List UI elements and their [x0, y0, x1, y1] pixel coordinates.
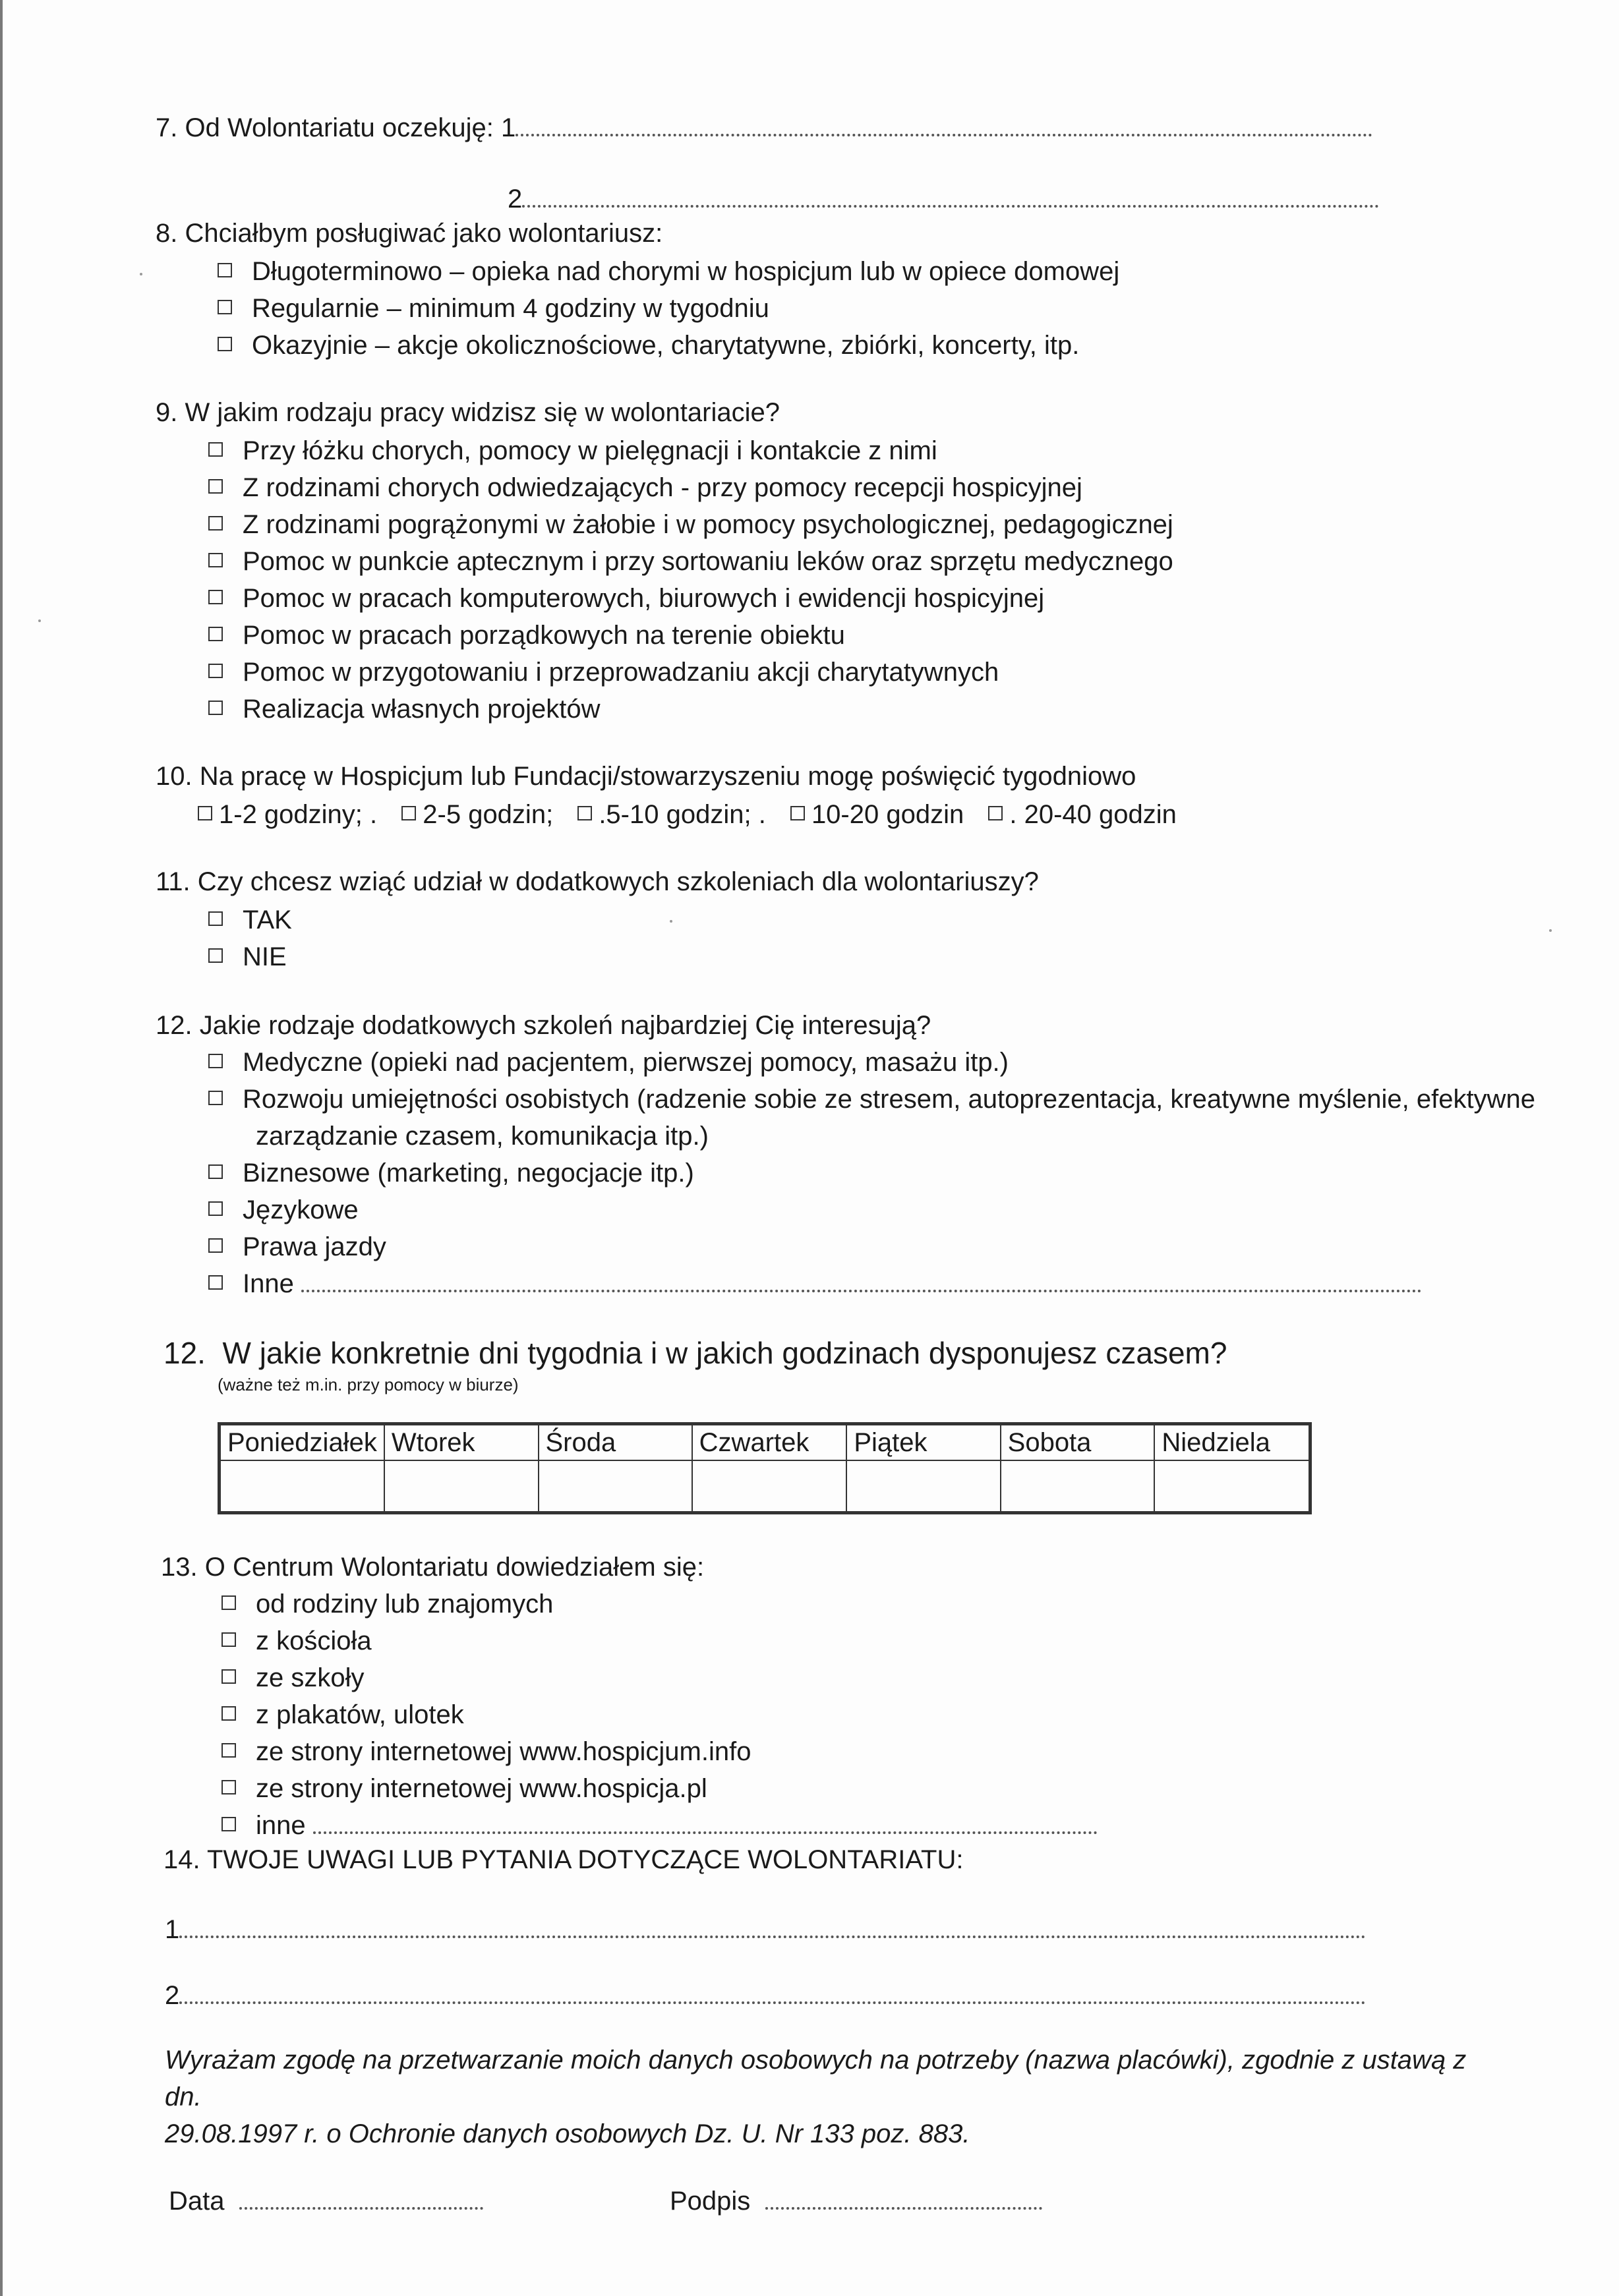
checkbox[interactable] [208, 553, 223, 567]
checkbox[interactable] [221, 1595, 236, 1610]
checkbox[interactable] [208, 948, 223, 963]
checkbox[interactable] [208, 1091, 223, 1105]
checkbox[interactable] [218, 300, 232, 314]
scan-speck [140, 273, 142, 275]
q12a-option[interactable]: Biznesowe (marketing, negocjacje itp.) [208, 1159, 694, 1188]
day-header: Sobota [1001, 1425, 1155, 1460]
scan-edge [0, 0, 3, 2296]
q12a-option[interactable]: Medyczne (opieki nad pacjentem, pierwszej pomocy, masażu itp.) [208, 1048, 1009, 1077]
q9-option[interactable]: Z rodzinami chorych odwiedzających - przy pomocy recepcji hospicyjnej [208, 473, 1082, 503]
q10-option[interactable]: .5-10 godzin; . [577, 800, 766, 830]
q11-option-no[interactable]: NIE [208, 942, 287, 972]
q9-option[interactable]: Pomoc w przygotowaniu i przeprowadzaniu akcji charytatywnych [208, 658, 999, 687]
q12a-option-other[interactable]: Inne [208, 1269, 1422, 1299]
q8-label: 8. Chciałbym posługiwać jako wolontariusz: [156, 219, 663, 248]
day-header: Piątek [846, 1425, 1000, 1460]
checkbox[interactable] [218, 263, 232, 277]
checkbox[interactable] [208, 1201, 223, 1216]
date-field: Data [169, 2187, 483, 2216]
q13-option[interactable]: z plakatów, ulotek [221, 1700, 464, 1730]
q9-option[interactable]: Pomoc w pracach komputerowych, biurowych i ewidencji hospicyjnej [208, 584, 1044, 614]
availability-cell[interactable] [692, 1460, 847, 1512]
q11-option-yes[interactable]: TAK [208, 905, 292, 935]
q9-option[interactable]: Pomoc w pracach porządkowych na terenie obiektu [208, 621, 845, 650]
checkbox[interactable] [221, 1632, 236, 1647]
q7-line2-field[interactable] [522, 201, 1379, 208]
availability-cell[interactable] [220, 1460, 384, 1512]
availability-table [218, 1422, 1312, 1514]
consent-line1: Wyrażam zgodę na przetwarzanie moich danych osobowych na potrzeby (nazwa placówki), zgodnie z ustawą z dn. [165, 2046, 1467, 2111]
q8-option[interactable]: Okazyjnie – akcje okolicznościowe, charytatywne, zbiórki, koncerty, itp. [218, 331, 1079, 360]
q14-label: 14. TWOJE UWAGI LUB PYTANIA DOTYCZĄCE WOLONTARIATU: [163, 1845, 964, 1874]
q11-label: 11. Czy chcesz wziąć udział w dodatkowych szkoleniach dla wolontariuszy? [156, 867, 1039, 896]
checkbox[interactable] [208, 479, 223, 494]
q12b-label: 12. W jakie konkretnie dni tygodnia i w jakich godzinach dysponujesz czasem? [163, 1336, 1227, 1370]
checkbox[interactable] [401, 806, 416, 820]
q13-option[interactable]: ze szkoły [221, 1663, 365, 1693]
checkbox[interactable] [221, 1817, 236, 1831]
q14-line1: 1 [165, 1915, 1366, 1945]
q10-label: 10. Na pracę w Hospicjum lub Fundacji/stowarzyszeniu mogę poświęcić tygodniowo [156, 762, 1136, 791]
checkbox[interactable] [577, 806, 592, 820]
q14-line2-field[interactable] [179, 1997, 1366, 2004]
q7-label-text: 7. Od Wolontariatu oczekuję: [156, 113, 494, 142]
checkbox[interactable] [208, 701, 223, 715]
q7-line2 [508, 185, 1379, 214]
q12a-label: 12. Jakie rodzaje dodatkowych szkoleń najbardziej Cię interesują? [156, 1011, 931, 1040]
q14-line1-field[interactable] [179, 1932, 1366, 1938]
q12a-option-continuation: zarządzanie czasem, komunikacja itp.) [256, 1122, 709, 1151]
checkbox[interactable] [208, 1164, 223, 1179]
day-header: Poniedziałek [220, 1425, 384, 1460]
q13-option[interactable]: ze strony internetowej www.hospicjum.info [221, 1737, 751, 1767]
checkbox[interactable] [790, 806, 805, 820]
q10-option[interactable]: 1-2 godziny; . [198, 800, 377, 830]
q10-option[interactable]: 2-5 godzin; [401, 800, 553, 830]
q12b-note: (ważne też m.in. przy pomocy w biurze) [218, 1375, 519, 1394]
checkbox[interactable] [221, 1780, 236, 1794]
q10-option[interactable]: . 20-40 godzin [988, 800, 1177, 830]
q8-option[interactable]: Regularnie – minimum 4 godziny w tygodniu [218, 294, 769, 324]
q9-option[interactable]: Pomoc w punkcie aptecznym i przy sortowaniu leków oraz sprzętu medycznego [208, 547, 1173, 577]
day-header: Środa [539, 1425, 692, 1460]
scan-speck [1549, 929, 1552, 932]
signature-input[interactable] [765, 2203, 1042, 2210]
availability-cell[interactable] [539, 1460, 692, 1512]
checkbox[interactable] [208, 1275, 223, 1290]
checkbox[interactable] [221, 1706, 236, 1721]
checkbox[interactable] [988, 806, 1003, 820]
q9-option[interactable]: Przy łóżku chorych, pomocy w pielęgnacji i kontakcie z nimi [208, 436, 937, 466]
q7-line2-number: 2 [508, 185, 523, 214]
checkbox[interactable] [208, 516, 223, 531]
q13-option[interactable]: od rodziny lub znajomych [221, 1590, 553, 1619]
q14-line2: 2 [165, 1981, 1366, 2011]
checkbox[interactable] [208, 442, 223, 457]
day-header: Wtorek [384, 1425, 539, 1460]
checkbox[interactable] [208, 911, 223, 926]
q12a-option[interactable]: Rozwoju umiejętności osobistych (radzenie sobie ze stresem, autoprezentacja, kreatywne myślenie, efektywne [208, 1085, 1535, 1114]
availability-cell[interactable] [1001, 1460, 1155, 1512]
q13-option-other[interactable]: inne [221, 1811, 1098, 1841]
q12a-option[interactable]: Prawa jazdy [208, 1232, 386, 1262]
signature-field: Podpis [670, 2187, 1042, 2216]
checkbox[interactable] [208, 1238, 223, 1253]
q10-option[interactable]: 10-20 godzin [790, 800, 964, 830]
q9-label: 9. W jakim rodzaju pracy widzisz się w wolontariacie? [156, 398, 780, 427]
checkbox[interactable] [208, 664, 223, 678]
q13-label: 13. O Centrum Wolontariatu dowiedziałem się: [161, 1553, 705, 1582]
day-header: Czwartek [692, 1425, 847, 1460]
q12a-other-field[interactable] [301, 1286, 1422, 1292]
scan-speck [38, 619, 41, 622]
checkbox[interactable] [208, 1054, 223, 1068]
consent-line2: 29.08.1997 r. o Ochronie danych osobowych Dz. U. Nr 133 poz. 883. [165, 2119, 970, 2148]
checkbox[interactable] [218, 337, 232, 351]
date-input[interactable] [239, 2203, 483, 2210]
q13-other-field[interactable] [313, 1827, 1098, 1834]
q8-option[interactable]: Długoterminowo – opieka nad chorymi w hospicjum lub w opiece domowej [218, 257, 1119, 287]
availability-cell[interactable] [1154, 1460, 1309, 1512]
day-header: Niedziela [1154, 1425, 1309, 1460]
consent-text [165, 2042, 1510, 2152]
scan-speck [670, 920, 672, 923]
q7-line1-field[interactable] [515, 130, 1372, 136]
q9-option[interactable]: Z rodzinami pogrążonymi w żałobie i w pomocy psychologicznej, pedagogicznej [208, 510, 1173, 540]
checkbox[interactable] [208, 627, 223, 641]
checkbox[interactable] [208, 590, 223, 604]
q12a-option[interactable]: Językowe [208, 1195, 359, 1225]
checkbox[interactable] [221, 1669, 236, 1684]
q10-options [198, 800, 1194, 830]
q9-option[interactable]: Realizacja własnych projektów [208, 695, 600, 724]
availability-cell[interactable] [846, 1460, 1000, 1512]
q13-option[interactable]: ze strony internetowej www.hospicja.pl [221, 1774, 707, 1804]
checkbox[interactable] [198, 806, 212, 820]
checkbox[interactable] [221, 1743, 236, 1758]
q7-label [156, 113, 1372, 143]
q7-line1-number: 1 [501, 113, 516, 142]
availability-cell[interactable] [384, 1460, 539, 1512]
q13-option[interactable]: z kościoła [221, 1626, 372, 1656]
